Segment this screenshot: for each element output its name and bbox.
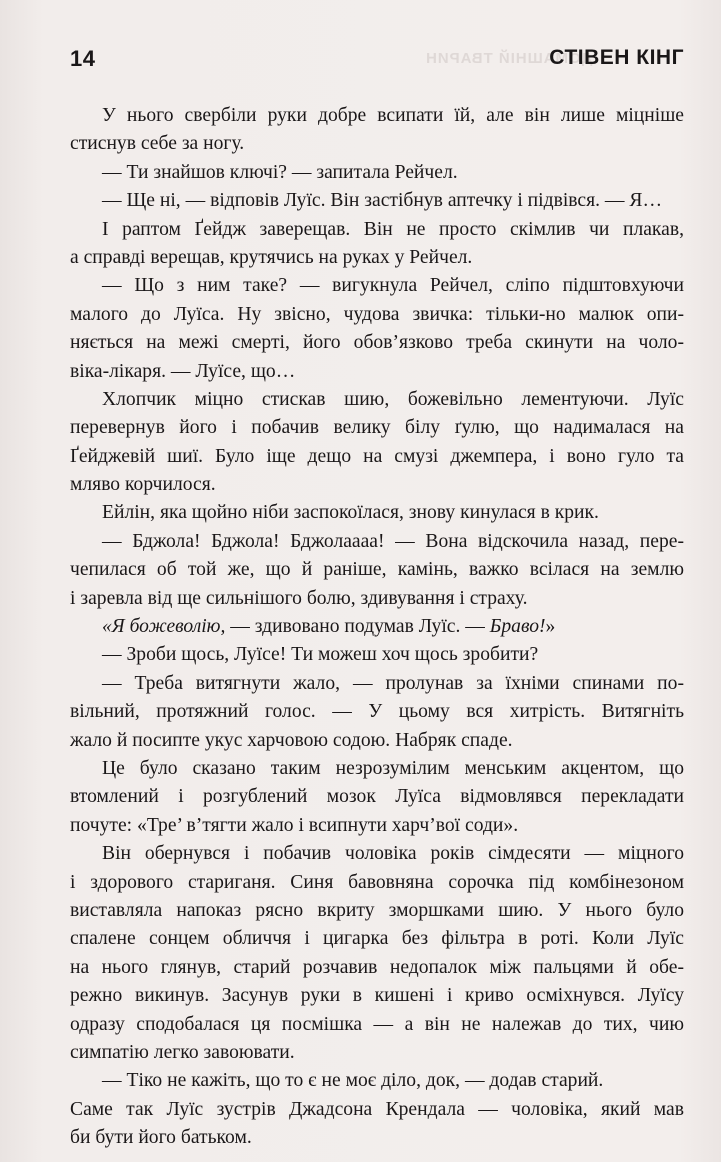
text-line: Ґейджевій шиї. Було іще дещо на смузі джемпера, і воно гуло та — [70, 445, 684, 467]
body-text — [70, 102, 684, 1152]
text-segment: — здивовано подумав Луїс. — — [225, 616, 490, 638]
text-line: режно викинув. Засунув руки в кишені і криво осміхнувся. Луїсу — [70, 985, 684, 1007]
text-line: — Ти знайшов ключі? — запитала Рейчел. — [102, 161, 458, 183]
text-line: — Тіко не кажіть, що то є не моє діло, док, — додав старий. — [102, 1070, 604, 1092]
text-line: і заревла від ще сильнішого болю, здивування і страху. — [70, 587, 528, 609]
text-line: би бути його батьком. — [70, 1127, 252, 1149]
text-line: няється на межі смерті, його обов’язково треба скинути на чоло- — [70, 332, 684, 354]
text-line: мляво корчилося. — [70, 474, 216, 496]
text-line: перевернув його і побачив велику білу ґулю, що надималася на — [70, 417, 684, 439]
text-line: почуте: «Тре’ в’тягти жало і всипнути харч’вої соди». — [70, 814, 519, 836]
text-line: одразу сподобалася ця посмішка — а він не належав до тих, чию — [70, 1013, 684, 1035]
page-number: 14 — [70, 46, 96, 71]
text-line: спалене сонцем обличчя і цигарка без фільтра в роті. Коли Луїс — [70, 928, 684, 950]
text-line: Він обернувся і побачив чоловіка років сімдесяти — міцного — [102, 843, 684, 865]
italic-segment: «Я божеволію, — [102, 616, 226, 638]
running-header — [70, 44, 684, 78]
text-line: жало й посипте укус харчовою содою. Набряк спаде. — [70, 729, 513, 751]
text-line — [70, 613, 684, 641]
italic-segment: Браво! — [489, 616, 546, 638]
text-line: І раптом Ґейдж заверещав. Він не просто скімлив чи плакав, — [102, 218, 684, 240]
text-line: вільний, протяжний голос. — У цьому вся хитрість. Витягніть — [70, 701, 684, 723]
text-line: симпатію легко завоювати. — [70, 1041, 295, 1063]
text-line: на нього глянув, старий розчавив недопалок між пальцями й обе- — [70, 956, 684, 978]
text-line: віка-лікаря. — Луїсе, що… — [70, 360, 296, 382]
text-segment: » — [545, 616, 556, 638]
text-line: — Треба витягнути жало, — пролунав за їхніми спинами по- — [102, 672, 684, 694]
text-line: — Зроби щось, Луїсе! Ти можеш хоч щось зробити? — [102, 644, 539, 666]
text-line: Це було сказано таким незрозумілим менським акцентом, що — [102, 757, 684, 779]
text-line: — Ще ні, — відповів Луїс. Він застібнув аптечку і підвівся. — Я… — [102, 190, 663, 212]
text-line: а справді верещав, крутячись на руках у Рейчел. — [70, 246, 473, 268]
text-line: виставляла напоказ рясно вкриту зморшками шию. У нього було — [70, 899, 684, 921]
author-name: СТІВЕН КІНГ — [549, 46, 684, 69]
text-line: і здорового стариганя. Синя бавовняна сорочка під комбінезоном — [70, 871, 684, 893]
text-line: У нього свербіли руки добре всипати їй, але він лише міцніше — [102, 105, 684, 126]
text-line: стиснув себе за ногу. — [70, 133, 245, 155]
text-line: Хлопчик міцно стискав шию, божевільно лементуючи. Луїс — [102, 388, 684, 410]
text-line: втомлений і розгублений мозок Луїса відмовлявся перекладати — [70, 786, 684, 808]
text-line: Саме так Луїс зустрів Джадсона Крендала — чоловіка, який мав — [70, 1098, 684, 1120]
text-line: Ейлін, яка щойно ніби заспокоїлася, знову кинулася в крик. — [102, 502, 599, 524]
text-line: малого до Луїса. Ну звісно, чудова звичка: тільки-но малюк опи- — [70, 303, 684, 325]
text-line: — Бджола! Бджола! Бджолаааа! — Вона відскочила назад, пере- — [102, 530, 684, 552]
text-line: чепилася об той же, що й раніше, камінь, важко всілася на землю — [70, 559, 684, 581]
text-line: — Що з ним таке? — вигукнула Рейчел, сліпо підштовхуючи — [102, 275, 684, 297]
show-through-title: ДОМАШНІЙ ТВАРИН — [425, 50, 593, 67]
